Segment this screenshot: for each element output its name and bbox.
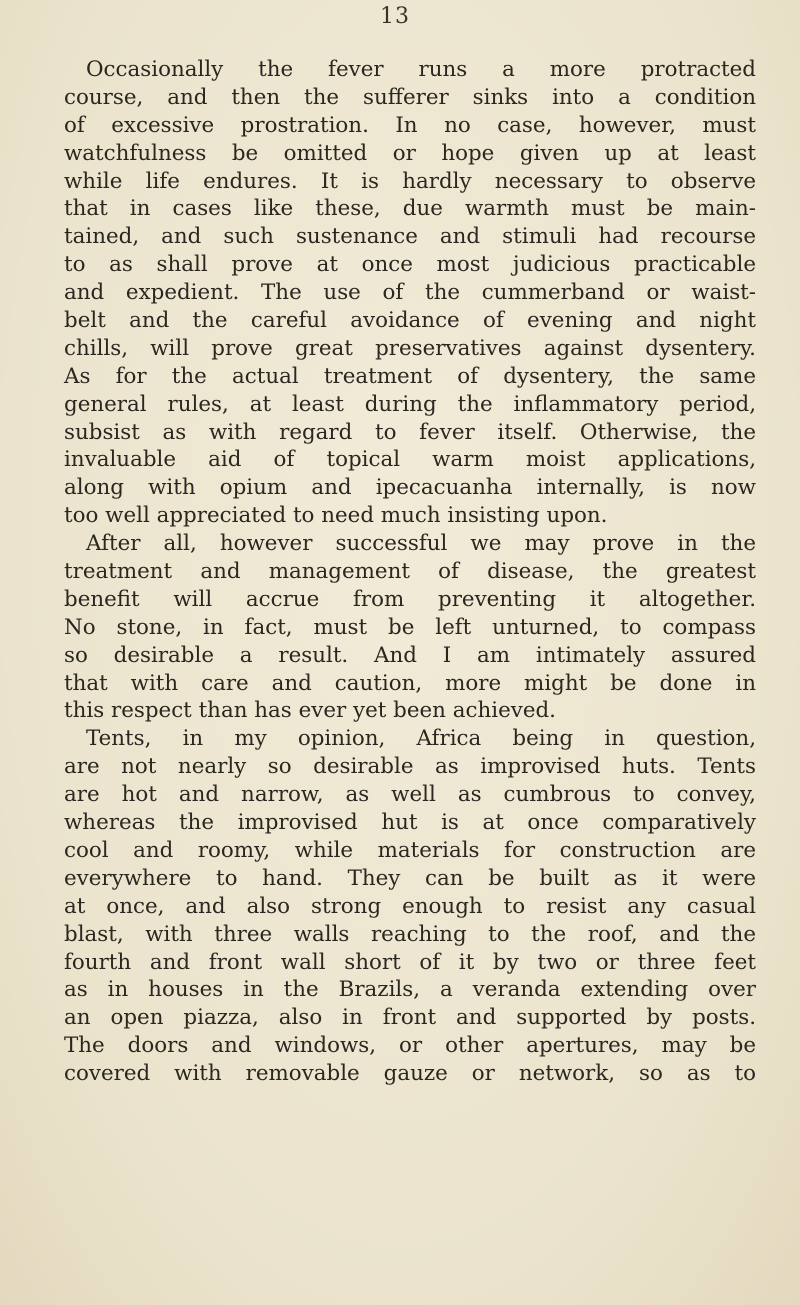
text-line: are hot and narrow, as well as cumbrous to convey,: [64, 782, 756, 808]
text-line: As for the actual treatment of dysentery, the same: [64, 363, 756, 389]
body-text: [64, 56, 756, 1088]
text-line: and expedient. The use of the cummerband or waist-: [64, 280, 756, 306]
text-line: general rules, at least during the inflammatory period,: [64, 391, 756, 417]
text-line: course, and then the sufferer sinks into a condition: [64, 84, 756, 110]
text-line: as in houses in the Brazils, a veranda extending over: [64, 977, 756, 1003]
text-line: benefit will accrue from preventing it altogether.: [64, 586, 756, 612]
text-line: subsist as with regard to fever itself. Otherwise, the: [64, 419, 756, 445]
text-line: No stone, in fact, must be left unturned, to compass: [64, 614, 756, 640]
text-line: After all, however successful we may prove in the: [86, 531, 756, 557]
text-line: along with opium and ipecacuanha internally, is now: [64, 475, 756, 501]
text-line: belt and the careful avoidance of evening and night: [64, 308, 756, 334]
text-line: treatment and management of disease, the greatest: [64, 559, 756, 585]
text-line: are not nearly so desirable as improvised huts. Tents: [64, 754, 756, 780]
text-line: chills, will prove great preservatives against dysentery.: [64, 335, 756, 361]
text-line: Occasionally the fever runs a more protracted: [86, 57, 756, 82]
text-line: at once, and also strong enough to resist any casual: [64, 893, 756, 919]
text-line: fourth and front wall short of it by two or three feet: [64, 949, 756, 975]
text-line: tained, and such sustenance and stimuli had recourse: [64, 224, 756, 250]
text-line: Tents, in my opinion, Africa being in question,: [86, 726, 756, 752]
text-line: everywhere to hand. They can be built as it were: [64, 865, 756, 891]
text-line: of excessive prostration. In no case, however, must: [64, 112, 756, 138]
text-line: cool and roomy, while materials for construction are: [64, 837, 756, 863]
text-line: so desirable a result. And I am intimately assured: [64, 642, 756, 668]
text-line: blast, with three walls reaching to the roof, and the: [64, 921, 756, 947]
text-line: this respect than has ever yet been achieved.: [64, 698, 556, 724]
text-line: The doors and windows, or other apertures, may be: [64, 1033, 756, 1059]
text-line: watchfulness be omitted or hope given up at least: [64, 140, 756, 166]
text-line: that with care and caution, more might be done in: [64, 670, 756, 696]
text-line: covered with removable gauze or network, so as to: [64, 1061, 756, 1087]
text-line: while life endures. It is hardly necessary to observe: [64, 168, 756, 194]
text-line: too well appreciated to need much insisting upon.: [64, 503, 608, 529]
text-line: to as shall prove at once most judicious practicable: [64, 252, 756, 278]
text-line: whereas the improvised hut is at once comparatively: [64, 810, 756, 836]
text-line: that in cases like these, due warmth must be main-: [64, 196, 756, 222]
text-line: an open piazza, also in front and supported by posts.: [64, 1005, 756, 1031]
page-number: 13: [380, 4, 410, 29]
text-line: invaluable aid of topical warm moist applications,: [64, 447, 756, 473]
